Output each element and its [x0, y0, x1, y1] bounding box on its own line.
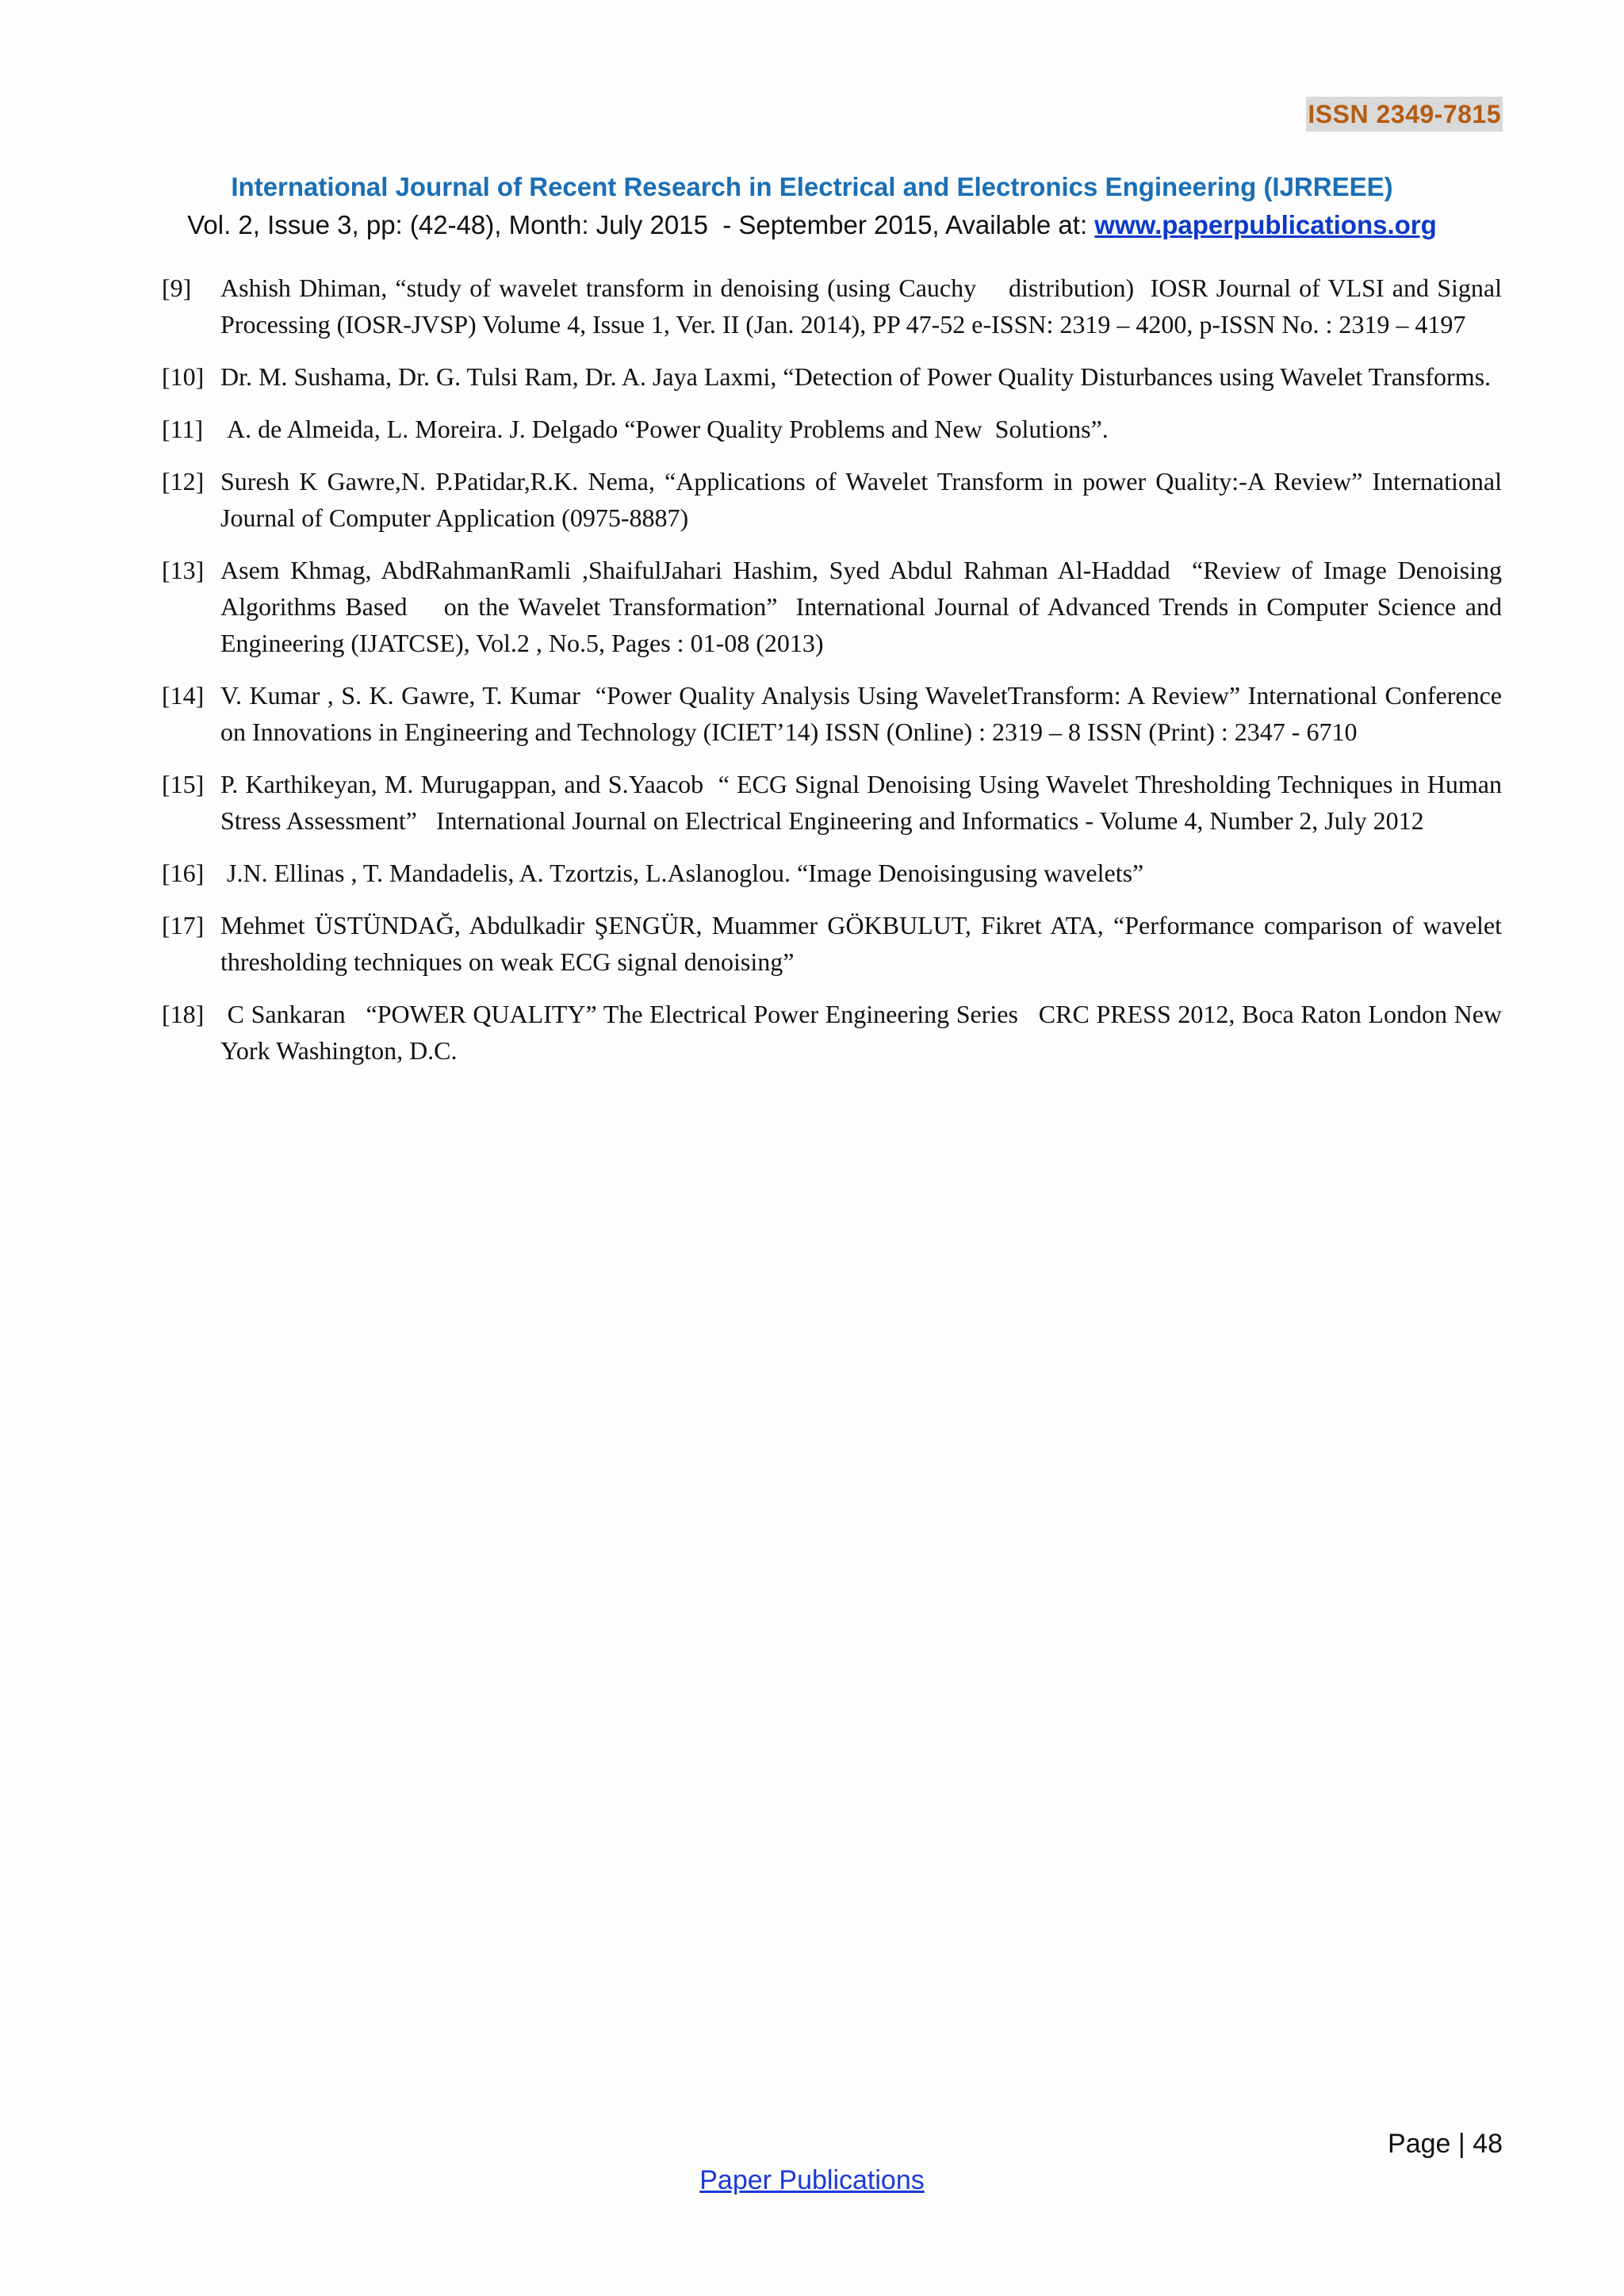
reference-item — [162, 907, 1508, 980]
reference-number: [9] — [162, 274, 192, 302]
reference-text: P. Karthikeyan, M. Murugappan, and S.Yaacob “ ECG Signal Denoising Using Wavelet Thresholding Techniques in Human Stress Assessment” International Journal on Electrical Engineering and Informatics - Volume 4, Number 2, July 2012 — [220, 770, 1508, 835]
reference-text: Dr. M. Sushama, Dr. G. Tulsi Ram, Dr. A. Jaya Laxmi, “Detection of Power Quality Disturbances using Wavelet Transforms. — [220, 362, 1492, 391]
journal-meta-text: Vol. 2, Issue 3, pp: (42-48), Month: July 2015 - September 2015, Available at: — [187, 210, 1095, 239]
reference-item — [162, 766, 1508, 839]
reference-text: C Sankaran “POWER QUALITY” The Electrical Power Engineering Series CRC PRESS 2012, Boca Raton London New York Washington, D.C. — [220, 1000, 1507, 1065]
website-link[interactable]: www.paperpublications.org — [1094, 210, 1437, 239]
reference-item — [162, 270, 1508, 342]
issn-label: ISSN 2349-7815 — [1306, 97, 1503, 132]
reference-text: A. de Almeida, L. Moreira. J. Delgado “Power Quality Problems and New Solutions”. — [220, 415, 1109, 443]
reference-number: [13] — [162, 556, 205, 584]
journal-meta — [0, 208, 1624, 243]
reference-number: [11] — [162, 415, 204, 443]
reference-text: V. Kumar , S. K. Gawre, T. Kumar “Power Quality Analysis Using WaveletTransform: A Review” International Conference on Innovations in Engineering and Technology (ICIET’14) ISSN (Online) : 2319 – 8 ISSN (Print) : 2347 - 6710 — [220, 681, 1508, 746]
reference-number: [10] — [162, 362, 205, 391]
reference-item — [162, 996, 1507, 1069]
reference-number: [12] — [162, 467, 205, 496]
reference-list — [162, 270, 1508, 1085]
reference-text: Suresh K Gawre,N. P.Patidar,R.K. Nema, “Applications of Wavelet Transform in power Quality:-A Review” International Journal of Computer Application (0975-8887) — [220, 467, 1508, 532]
reference-item — [162, 677, 1508, 750]
reference-text: Asem Khmag, AbdRahmanRamli ,ShaifulJahari Hashim, Syed Abdul Rahman Al-Haddad “Review of Image Denoising Algorithms Based on the Wavelet Transformation” International Journal of Advanced Trends in Computer Science and Engineering (IJATCSE), Vol.2 , No.5, Pages : 01-08 (2013) — [220, 556, 1508, 657]
reference-number: [17] — [162, 911, 205, 939]
reference-item — [162, 358, 1502, 395]
reference-number: [16] — [162, 859, 205, 887]
journal-title: International Journal of Recent Research in Electrical and Electronics Engineering (IJRREEE) — [231, 172, 1393, 201]
footer — [0, 2163, 1624, 2198]
reference-number: [15] — [162, 770, 205, 798]
page-number: Page | 48 — [1388, 2129, 1503, 2159]
reference-text: J.N. Ellinas , T. Mandadelis, A. Tzortzis, L.Aslanoglou. “Image Denoisingusing wavelets” — [220, 859, 1144, 887]
reference-number: [18] — [162, 1000, 205, 1028]
publisher-link[interactable]: Paper Publications — [699, 2165, 925, 2195]
reference-text: Mehmet ÜSTÜNDAĞ, Abdulkadir ŞENGÜR, Muammer GÖKBULUT, Fikret ATA, “Performance comparison of wavelet thresholding techniques on weak ECG signal denoising” — [220, 911, 1508, 976]
reference-text: Ashish Dhiman, “study of wavelet transform in denoising (using Cauchy distribution) IOSR Journal of VLSI and Signal Processing (IOSR-JVSP) Volume 4, Issue 1, Ver. II (Jan. 2014), PP 47-52 e-ISSN: 2319 – 4200, p-ISSN No. : 2319 – 4197 — [220, 274, 1508, 339]
reference-item — [162, 552, 1508, 661]
reference-item — [162, 463, 1508, 536]
reference-item — [162, 411, 1502, 447]
reference-number: [14] — [162, 681, 205, 710]
reference-item — [162, 855, 1502, 891]
